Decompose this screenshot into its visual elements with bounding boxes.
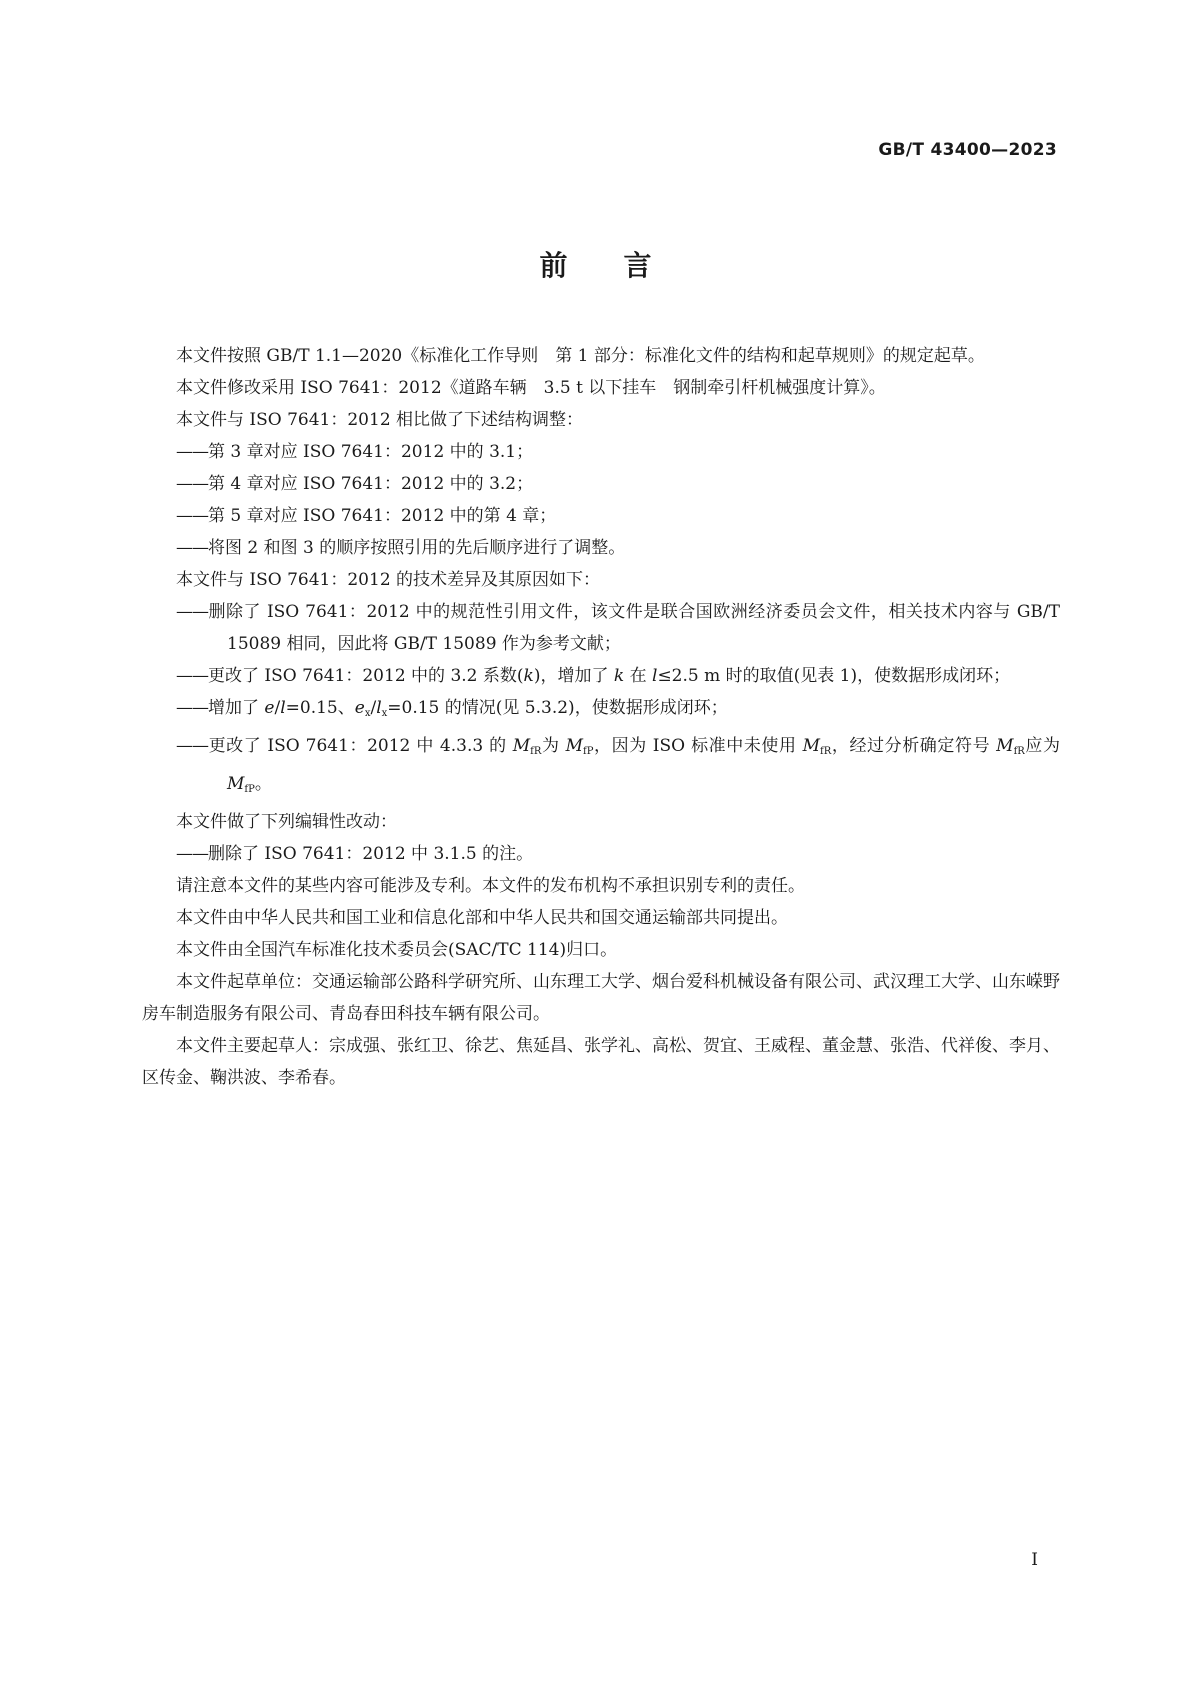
text-run: 更改了 ISO 7641：2012 中的 3.2 系数( — [208, 666, 524, 686]
list-item — [142, 730, 1060, 806]
math-var: M — [996, 736, 1014, 756]
dash-mark: —— — [176, 474, 208, 494]
math-var: M — [512, 736, 531, 756]
list-item — [142, 500, 1060, 532]
subscript: fP — [583, 746, 594, 757]
text-run: 为 — [541, 736, 566, 756]
dash-mark: —— — [176, 736, 208, 756]
text-run: 更改了 ISO 7641：2012 中 4.3.3 的 — [208, 736, 513, 756]
paragraph: 本文件按照 GB/T 1.1—2020《标准化工作导则 第 1 部分：标准化文件的结构和起草规则》的规定起草。 — [176, 346, 985, 366]
text-run: =0.15 的情况(见 5.3.2)，使数据形成闭环； — [387, 698, 728, 718]
math-var: l — [652, 666, 658, 686]
page-number: I — [1031, 1550, 1038, 1570]
page-title: 前言 — [539, 249, 708, 282]
dash-mark: —— — [176, 538, 208, 558]
list-item-text: 删除了 ISO 7641：2012 中的规范性引用文件，该文件是联合国欧洲经济委员会文件，相关技术内容与 GB/T 15089 相同，因此将 GB/T 15089 作为参考文献； — [208, 602, 1060, 654]
math-var: e — [264, 698, 275, 718]
text-run: =0.15、 — [285, 698, 355, 718]
standard-number: GB/T 43400—2023 — [878, 140, 1057, 160]
text-run: / — [370, 698, 377, 718]
text-run: ，经过分析确定符号 — [831, 736, 997, 756]
list-item — [142, 596, 1060, 660]
subscript: fP — [244, 784, 255, 795]
paragraph: 本文件与 ISO 7641：2012 相比做了下述结构调整： — [176, 410, 584, 430]
math-var: l — [376, 698, 382, 718]
math-var: e — [354, 698, 365, 718]
dash-mark: —— — [176, 442, 208, 462]
subscript: fR — [1013, 746, 1025, 757]
math-var: l — [280, 698, 286, 718]
paragraph: 本文件由中华人民共和国工业和信息化部和中华人民共和国交通运输部共同提出。 — [176, 908, 788, 928]
list-item — [142, 692, 1060, 730]
paragraph: 请注意本文件的某些内容可能涉及专利。本文件的发布机构不承担识别专利的责任。 — [176, 876, 805, 896]
paragraph: 本文件起草单位：交通运输部公路科学研究所、山东理工大学、烟台爱科机械设备有限公司、武汉理工大学、山东嵘野房车制造服务有限公司、青岛春田科技车辆有限公司。 — [142, 972, 1060, 1024]
subscript: x — [364, 708, 371, 719]
list-item — [142, 838, 1060, 870]
paragraph: 本文件由全国汽车标准化技术委员会(SAC/TC 114)归口。 — [176, 940, 618, 960]
text-run: 增加了 — [208, 698, 265, 718]
text-run: )，增加了 — [533, 666, 614, 686]
paragraph: 本文件做了下列编辑性改动： — [176, 812, 397, 832]
list-item-text: 删除了 ISO 7641：2012 中 3.1.5 的注。 — [208, 844, 534, 864]
dash-mark: —— — [176, 602, 208, 622]
list-item — [142, 660, 1060, 692]
dash-mark: —— — [176, 506, 208, 526]
list-item — [142, 532, 1060, 564]
math-var: M — [227, 774, 245, 794]
list-item — [142, 468, 1060, 500]
list-item — [142, 436, 1060, 468]
paragraph: 本文件与 ISO 7641：2012 的技术差异及其原因如下： — [176, 570, 601, 590]
math-var: k — [523, 666, 534, 686]
math-var: M — [565, 736, 583, 756]
list-item-text: 第 3 章对应 ISO 7641：2012 中的 3.1； — [208, 442, 534, 462]
text-run: / — [274, 698, 281, 718]
paragraph: 本文件修改采用 ISO 7641：2012《道路车辆 3.5 t 以下挂车 钢制牵引杆机械强度计算》。 — [176, 378, 886, 398]
list-item-text: 将图 2 和图 3 的顺序按照引用的先后顺序进行了调整。 — [208, 538, 626, 558]
list-item-text: 第 4 章对应 ISO 7641：2012 中的 3.2； — [208, 474, 534, 494]
text-run: ，因为 ISO 标准中未使用 — [593, 736, 803, 756]
list-item-text: 第 5 章对应 ISO 7641：2012 中的第 4 章； — [208, 506, 557, 526]
math-var: M — [802, 736, 821, 756]
subscript: fR — [530, 746, 542, 757]
document-body — [142, 340, 1060, 1094]
paragraph: 本文件主要起草人：宗成强、张红卫、徐艺、焦延昌、张学礼、高松、贺宜、王威程、董金慧、张浩、代祥俊、李月、区传金、鞠洪波、李希春。 — [142, 1036, 1060, 1088]
text-run: 在 — [624, 666, 652, 686]
dash-mark: —— — [176, 666, 208, 686]
subscript: fR — [820, 746, 832, 757]
math-var: k — [613, 666, 625, 686]
dash-mark: —— — [176, 844, 208, 864]
text-run: ≤2.5 m 时的取值(见表 1)，使数据形成闭环； — [657, 666, 1011, 686]
subscript: x — [381, 708, 388, 719]
dash-mark: —— — [176, 698, 208, 718]
text-run: 应为 — [1024, 736, 1060, 756]
text-run: 。 — [254, 774, 272, 794]
